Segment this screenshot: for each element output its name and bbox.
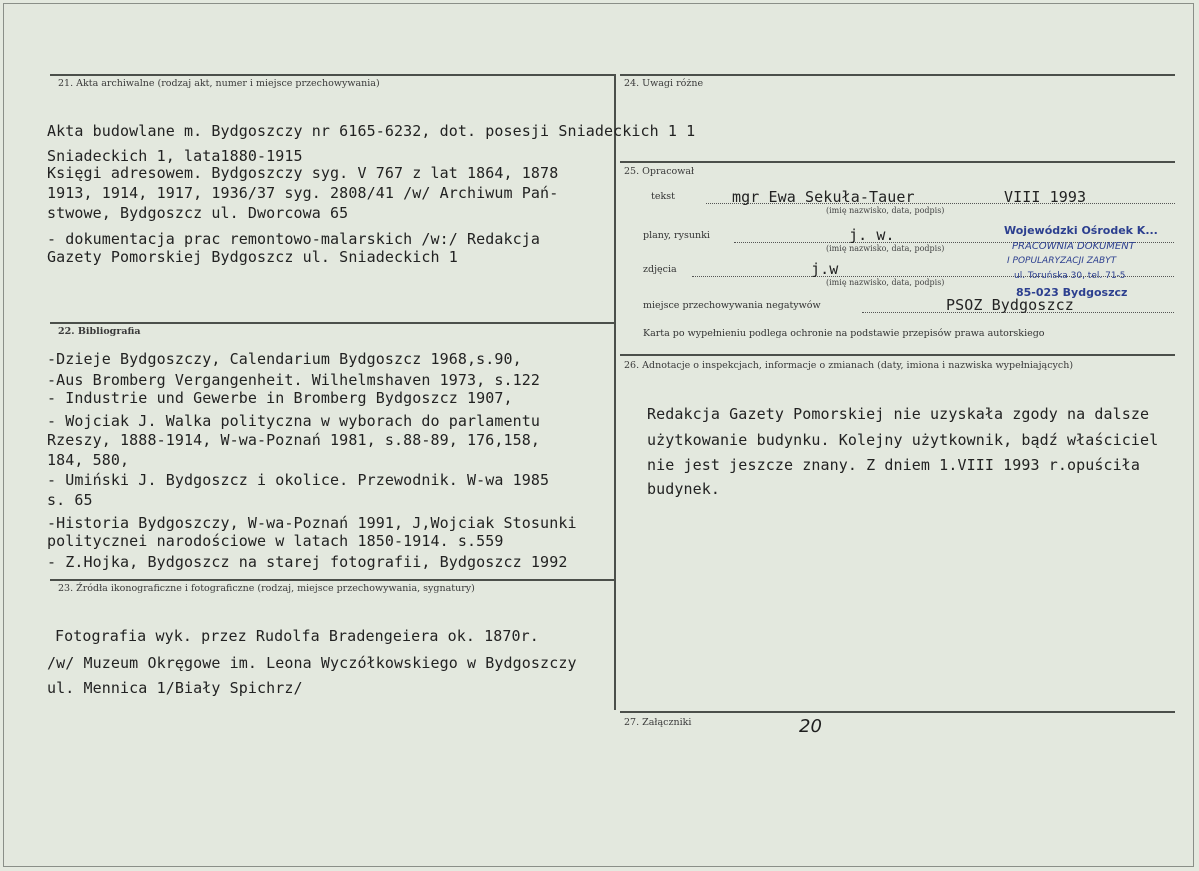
rule-22 [50,322,614,324]
zdjecia-value: j.w [811,260,839,278]
section-22-line-11: - Z.Hojka, Bydgoszcz na starej fotografii, Bydgoszcz 1992 [47,553,568,571]
rule-23 [50,579,614,581]
section-26-line-4: budynek. [647,480,721,498]
negatywy-label: miejsce przechowywania negatywów [643,300,821,311]
section-22-line-9: -Historia Bydgoszczy, W-wa-Poznań 1991, J,Wojciak Stosunki [47,514,577,532]
section-22-line-4: - Wojciak J. Walka polityczna w wyborach do parlamentu [47,412,541,430]
section-24-header: 24. Uwagi różne [624,78,704,89]
top-rule-left [50,74,616,76]
plany-label: plany, rysunki [643,230,710,241]
tekst-label: tekst [651,191,675,202]
section-21-line-3: Księgi adresowem. Bydgoszczy syg. V 767 z lat 1864, 1878 [47,164,559,182]
institution-stamp-line-4: ul. Toruńska 30, tel. 71-5 [1014,271,1126,281]
section-21-line-7: Gazety Pomorskiej Bydgoszcz ul. Sniadeckich 1 [47,248,458,266]
section-21-line-6: - dokumentacja prac remontowo-malarskich /w:/ Redakcja [47,230,541,248]
section-21-line-5: stwowe, Bydgoszcz ul. Dworcowa 65 [47,204,349,222]
tekst-date: VIII 1993 [1004,188,1087,206]
negatywy-value: PSOZ Bydgoszcz [946,296,1074,314]
tekst-caption: (imię nazwisko, data, podpis) [826,206,945,215]
section-22-line-10: politycznei narodościowe w latach 1850-1914. s.559 [47,532,504,550]
section-22-line-5: Rzeszy, 1888-1914, W-wa-Poznań 1981, s.88-89, 176,158, [47,431,541,449]
section-26-line-3: nie jest jeszcze znany. Z dniem 1.VIII 1993 r.opuściła [647,456,1141,474]
section-22-header: 22. Bibliografia [58,326,141,337]
attachments-count: 20 [799,716,822,737]
zdjecia-label: zdjęcia [643,264,677,275]
institution-stamp-line-3: I POPULARYZACJI ZABYT [1007,256,1117,266]
section-22-line-7: - Umiński J. Bydgoszcz i okolice. Przewodnik. W-wa 1985 [47,471,550,489]
section-26-line-1: Redakcja Gazety Pomorskiej nie uzyskała zgody na dalsze [647,405,1150,423]
section-22-line-3: - Industrie und Gewerbe in Bromberg Bydgoszcz 1907, [47,389,513,407]
section-23-header: 23. Źródła ikonograficzne i fotograficzne (rodzaj, miejsce przechowywania, sygnatury) [58,583,475,594]
institution-stamp-line-2: PRACOWNIA DOKUMENT [1012,241,1135,252]
center-divider [614,74,616,710]
rule-27 [620,711,1175,713]
section-21-line-1: Akta budowlane m. Bydgoszczy nr 6165-6232, dot. posesji Sniadeckich 1 1 [47,122,696,140]
copyright-note: Karta po wypełnieniu podlega ochronie na podstawie przepisów prawa autorskiego [643,328,1045,339]
section-23-line-1: Fotografia wyk. przez Rudolfa Bradengeiera ok. 1870r. [55,627,539,645]
section-21-header: 21. Akta archiwalne (rodzaj akt, numer i miejsce przechowywania) [58,78,380,89]
section-23-line-2: /w/ Muzeum Okręgowe im. Leona Wyczółkowskiego w Bydgoszczy [47,654,577,672]
section-23-line-3: ul. Mennica 1/Biały Spichrz/ [47,679,303,697]
record-card [3,3,1194,867]
section-26-line-2: użytkowanie budynku. Kolejny użytkownik, bądź właściciel [647,431,1159,449]
institution-stamp-line-1: Wojewódzki Ośrodek K... [1004,224,1158,237]
plany-value: j. w. [849,226,895,244]
rule-26 [620,354,1175,356]
section-22-line-6: 184, 580, [47,451,130,469]
rule-25 [620,161,1175,163]
section-22-line-1: -Dzieje Bydgoszczy, Calendarium Bydgoszcz 1968,s.90, [47,350,522,368]
section-21-line-4: 1913, 1914, 1917, 1936/37 syg. 2808/41 /w/ Archiwum Pań- [47,184,559,202]
section-22-line-2: -Aus Bromberg Vergangenheit. Wilhelmshaven 1973, s.122 [47,371,541,389]
plany-caption: (imię nazwisko, data, podpis) [826,244,945,253]
section-21-line-2: Sniadeckich 1, lata1880-1915 [47,147,303,165]
section-27-header: 27. Załączniki [624,717,692,728]
zdjecia-caption: (imię nazwisko, data, podpis) [826,278,945,287]
section-25-header: 25. Opracował [624,166,695,177]
institution-stamp-line-5: 85-023 Bydgoszcz [1016,286,1128,299]
section-22-line-8: s. 65 [47,491,93,509]
section-26-header: 26. Adnotacje o inspekcjach, informacje o zmianach (daty, imiona i nazwiska wypełniających) [624,360,1074,371]
top-rule-right [620,74,1175,76]
tekst-value: mgr Ewa Sekuła-Tauer [732,188,915,206]
